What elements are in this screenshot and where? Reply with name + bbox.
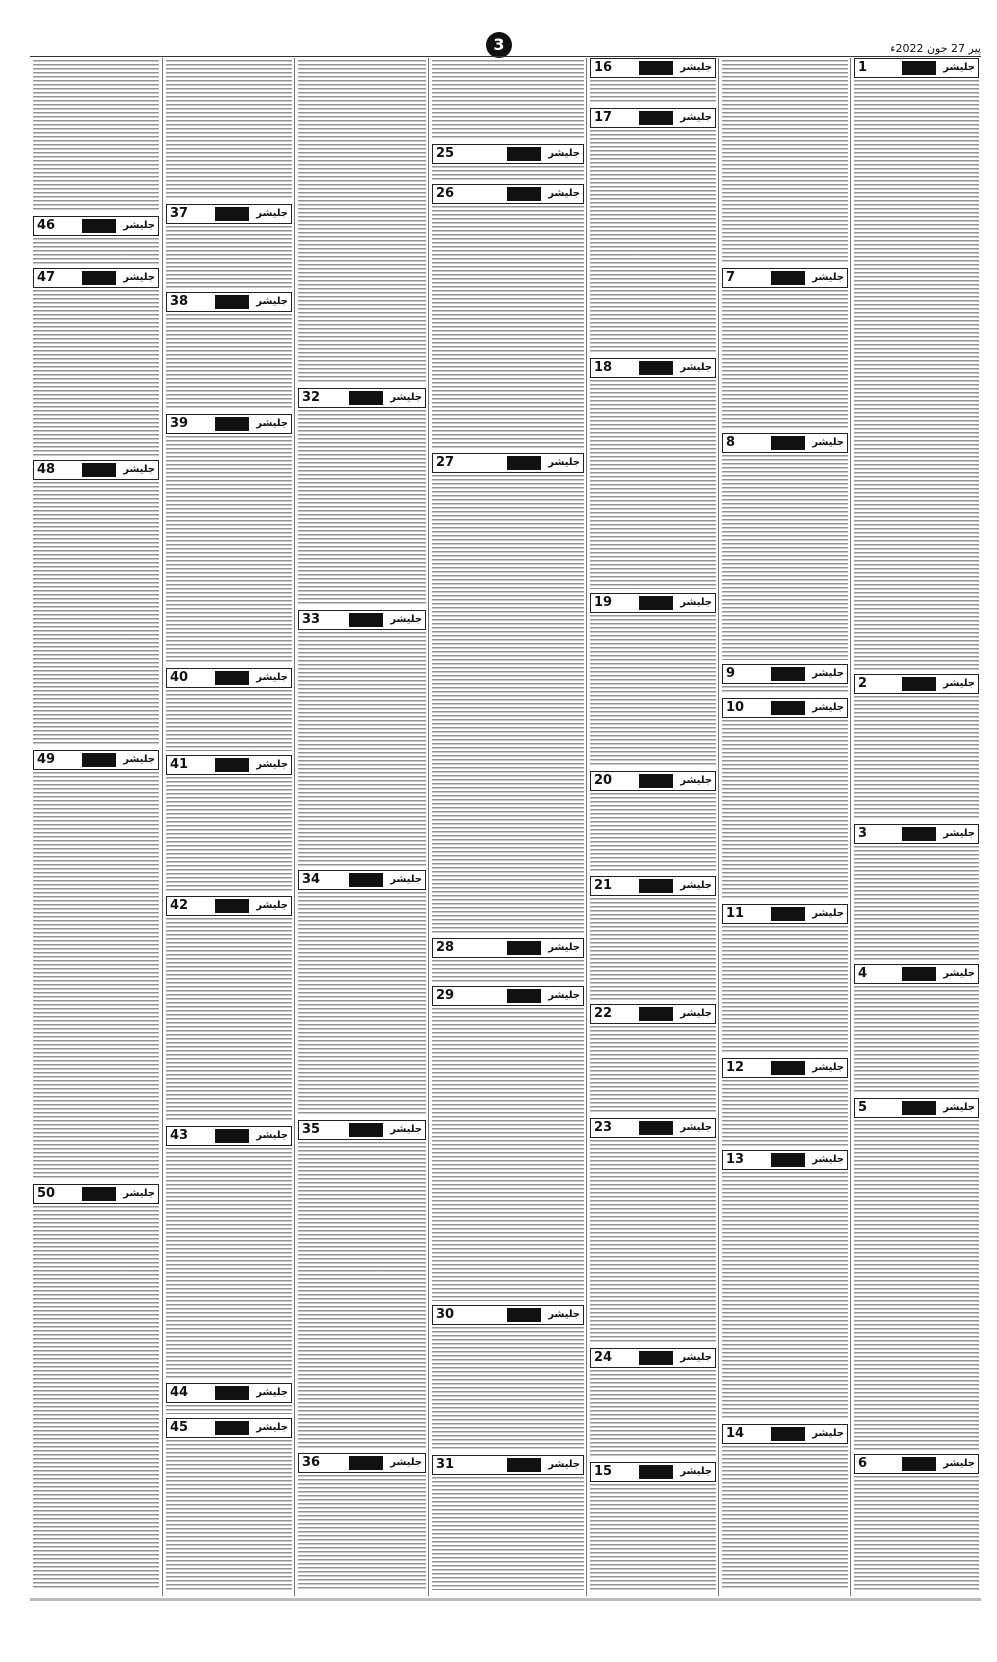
item-label: جلیشر	[548, 148, 580, 159]
item-label: جلیشر	[548, 1309, 580, 1320]
item-number: 22	[594, 1006, 613, 1021]
item-label: جلیشر	[123, 220, 155, 231]
item-label: جلیشر	[680, 1008, 712, 1019]
article-text	[298, 632, 426, 866]
article-text	[590, 130, 716, 354]
article-text	[590, 380, 716, 589]
item-number: 3	[858, 826, 868, 841]
item-tag	[298, 610, 426, 630]
item-number: 2	[858, 676, 868, 691]
item-tag	[590, 876, 716, 896]
redacted-block	[639, 111, 673, 125]
item-tag	[432, 453, 584, 473]
redacted-block	[507, 456, 541, 470]
item-label: جلیشر	[680, 62, 712, 73]
item-tag	[33, 1184, 159, 1204]
redacted-block	[82, 753, 116, 767]
item-number: 9	[726, 666, 736, 681]
article-text	[590, 793, 716, 872]
redacted-block	[507, 1308, 541, 1322]
article-text	[432, 475, 584, 934]
item-number: 41	[170, 757, 189, 772]
item-label: جلیشر	[390, 1457, 422, 1468]
item-tag	[854, 674, 979, 694]
item-number: 33	[302, 612, 321, 627]
item-number: 17	[594, 110, 613, 125]
item-number: 28	[436, 940, 455, 955]
redacted-block	[639, 61, 673, 75]
item-label: جلیشر	[548, 990, 580, 1001]
item-number: 8	[726, 435, 736, 450]
redacted-block	[902, 677, 936, 691]
article-text	[722, 455, 848, 660]
item-number: 50	[37, 1186, 56, 1201]
item-tag	[166, 1418, 292, 1438]
item-number: 14	[726, 1426, 745, 1441]
item-label: جلیشر	[680, 362, 712, 373]
article-text	[298, 1475, 426, 1590]
item-label: جلیشر	[123, 754, 155, 765]
redacted-block	[902, 1101, 936, 1115]
item-tag	[166, 1126, 292, 1146]
redacted-block	[639, 1351, 673, 1365]
item-label: جلیشر	[812, 1154, 844, 1165]
item-tag	[166, 668, 292, 688]
redacted-block	[215, 1129, 249, 1143]
redacted-block	[507, 989, 541, 1003]
item-label: جلیشر	[680, 597, 712, 608]
item-label: جلیشر	[256, 1130, 288, 1141]
redacted-block	[771, 907, 805, 921]
item-tag	[33, 268, 159, 288]
item-label: جلیشر	[812, 1062, 844, 1073]
item-tag	[854, 58, 979, 78]
redacted-block	[507, 187, 541, 201]
item-number: 44	[170, 1385, 189, 1400]
item-tag	[590, 1462, 716, 1482]
item-number: 20	[594, 773, 613, 788]
item-number: 26	[436, 186, 455, 201]
item-number: 4	[858, 966, 868, 981]
redacted-block	[639, 1465, 673, 1479]
redacted-block	[771, 436, 805, 450]
redacted-block	[215, 1421, 249, 1435]
news-column	[30, 58, 162, 1596]
redacted-block	[349, 391, 383, 405]
article-text	[166, 314, 292, 410]
article-text	[432, 166, 584, 180]
item-tag	[432, 184, 584, 204]
item-label: جلیشر	[943, 678, 975, 689]
item-tag	[854, 1454, 979, 1474]
item-tag	[432, 938, 584, 958]
item-tag	[166, 896, 292, 916]
article-text	[590, 80, 716, 104]
item-label: جلیشر	[812, 702, 844, 713]
item-number: 1	[858, 60, 868, 75]
item-tag	[298, 1453, 426, 1473]
item-tag	[33, 216, 159, 236]
article-text	[722, 1172, 848, 1420]
redacted-block	[902, 61, 936, 75]
article-text	[722, 720, 848, 900]
redacted-block	[771, 1427, 805, 1441]
item-tag	[432, 1455, 584, 1475]
article-text	[722, 926, 848, 1054]
redacted-block	[215, 671, 249, 685]
item-number: 29	[436, 988, 455, 1003]
redacted-block	[771, 1153, 805, 1167]
redacted-block	[82, 463, 116, 477]
item-number: 24	[594, 1350, 613, 1365]
redacted-block	[639, 774, 673, 788]
article-text	[166, 226, 292, 288]
item-number: 11	[726, 906, 745, 921]
article-text	[432, 60, 584, 140]
article-text	[854, 1476, 979, 1590]
item-tag	[166, 1383, 292, 1403]
item-number: 37	[170, 206, 189, 221]
redacted-block	[507, 941, 541, 955]
redacted-block	[215, 295, 249, 309]
article-text	[854, 986, 979, 1094]
columns-area	[30, 58, 981, 1596]
item-label: جلیشر	[548, 1459, 580, 1470]
item-tag	[722, 664, 848, 684]
redacted-block	[507, 1458, 541, 1472]
item-label: جلیشر	[943, 1458, 975, 1469]
article-text	[722, 1080, 848, 1146]
item-number: 43	[170, 1128, 189, 1143]
article-text	[432, 1477, 584, 1590]
article-text	[854, 1120, 979, 1450]
item-tag	[590, 593, 716, 613]
article-text	[166, 1148, 292, 1379]
item-label: جلیشر	[256, 418, 288, 429]
article-text	[33, 60, 159, 212]
item-label: جلیشر	[256, 296, 288, 307]
item-number: 38	[170, 294, 189, 309]
redacted-block	[639, 1121, 673, 1135]
item-tag	[722, 1424, 848, 1444]
item-number: 30	[436, 1307, 455, 1322]
item-number: 10	[726, 700, 745, 715]
redacted-block	[639, 361, 673, 375]
item-label: جلیشر	[680, 775, 712, 786]
item-label: جلیشر	[943, 968, 975, 979]
item-label: جلیشر	[943, 828, 975, 839]
item-tag	[432, 144, 584, 164]
redacted-block	[902, 1457, 936, 1471]
redacted-block	[507, 147, 541, 161]
item-number: 40	[170, 670, 189, 685]
item-tag	[33, 750, 159, 770]
item-label: جلیشر	[943, 62, 975, 73]
redacted-block	[215, 758, 249, 772]
item-number: 27	[436, 455, 455, 470]
item-tag	[590, 58, 716, 78]
item-tag	[722, 698, 848, 718]
article-text	[722, 290, 848, 429]
item-label: جلیشر	[680, 1122, 712, 1133]
redacted-block	[349, 873, 383, 887]
item-label: جلیشر	[680, 1466, 712, 1477]
article-text	[166, 60, 292, 200]
item-number: 46	[37, 218, 56, 233]
item-label: جلیشر	[812, 1428, 844, 1439]
article-text	[166, 436, 292, 664]
item-label: جلیشر	[390, 874, 422, 885]
item-label: جلیشر	[123, 1188, 155, 1199]
item-label: جلیشر	[548, 457, 580, 468]
item-label: جلیشر	[680, 880, 712, 891]
redacted-block	[82, 219, 116, 233]
redacted-block	[771, 701, 805, 715]
bottom-rule	[30, 1598, 981, 1601]
redacted-block	[215, 899, 249, 913]
item-number: 31	[436, 1457, 455, 1472]
item-label: جلیشر	[812, 437, 844, 448]
article-text	[298, 1142, 426, 1449]
item-number: 35	[302, 1122, 321, 1137]
redacted-block	[639, 1007, 673, 1021]
item-label: جلیشر	[943, 1102, 975, 1113]
article-text	[854, 846, 979, 960]
item-label: جلیشر	[680, 1352, 712, 1363]
item-number: 6	[858, 1456, 868, 1471]
article-text	[590, 1026, 716, 1114]
redacted-block	[215, 1386, 249, 1400]
news-column	[718, 58, 851, 1596]
article-text	[590, 615, 716, 767]
article-text	[432, 1008, 584, 1301]
item-number: 15	[594, 1464, 613, 1479]
article-text	[33, 238, 159, 264]
redacted-block	[771, 1061, 805, 1075]
article-text	[722, 60, 848, 264]
item-label: جلیشر	[256, 900, 288, 911]
article-text	[590, 1484, 716, 1590]
item-number: 13	[726, 1152, 745, 1167]
item-tag	[166, 204, 292, 224]
item-number: 7	[726, 270, 736, 285]
item-label: جلیشر	[812, 908, 844, 919]
item-label: جلیشر	[548, 188, 580, 199]
item-tag	[722, 1058, 848, 1078]
redacted-block	[215, 417, 249, 431]
article-text	[33, 290, 159, 456]
item-tag	[298, 870, 426, 890]
item-tag	[854, 964, 979, 984]
item-label: جلیشر	[548, 942, 580, 953]
item-number: 42	[170, 898, 189, 913]
redacted-block	[215, 207, 249, 221]
item-tag	[298, 388, 426, 408]
item-number: 34	[302, 872, 321, 887]
item-number: 18	[594, 360, 613, 375]
item-tag	[166, 414, 292, 434]
item-tag	[590, 771, 716, 791]
redacted-block	[349, 1123, 383, 1137]
item-tag	[432, 986, 584, 1006]
issue-date: پیر 27 جون 2022ء	[890, 42, 981, 55]
item-tag	[854, 824, 979, 844]
article-text	[33, 1206, 159, 1590]
item-label: جلیشر	[123, 464, 155, 475]
item-label: جلیشر	[812, 272, 844, 283]
item-label: جلیشر	[256, 1387, 288, 1398]
redacted-block	[82, 271, 116, 285]
item-tag	[590, 1118, 716, 1138]
redacted-block	[902, 827, 936, 841]
item-number: 16	[594, 60, 613, 75]
redacted-block	[349, 613, 383, 627]
article-text	[590, 898, 716, 1000]
article-text	[298, 60, 426, 384]
article-text	[432, 960, 584, 982]
item-label: جلیشر	[390, 392, 422, 403]
item-label: جلیشر	[390, 614, 422, 625]
item-tag	[166, 755, 292, 775]
article-text	[166, 1405, 292, 1414]
item-number: 49	[37, 752, 56, 767]
news-column	[428, 58, 587, 1596]
item-label: جلیشر	[256, 1422, 288, 1433]
article-text	[166, 777, 292, 892]
article-text	[722, 686, 848, 694]
item-tag	[590, 358, 716, 378]
item-number: 5	[858, 1100, 868, 1115]
article-text	[166, 918, 292, 1122]
article-text	[166, 1440, 292, 1590]
item-label: جلیشر	[256, 208, 288, 219]
item-number: 12	[726, 1060, 745, 1075]
article-text	[432, 206, 584, 449]
article-text	[166, 690, 292, 751]
article-text	[722, 1446, 848, 1590]
article-text	[854, 696, 979, 820]
article-text	[298, 410, 426, 606]
item-number: 47	[37, 270, 56, 285]
item-number: 32	[302, 390, 321, 405]
item-tag	[298, 1120, 426, 1140]
item-tag	[722, 433, 848, 453]
article-text	[590, 1140, 716, 1344]
item-number: 45	[170, 1420, 189, 1435]
redacted-block	[82, 1187, 116, 1201]
item-tag	[166, 292, 292, 312]
redacted-block	[349, 1456, 383, 1470]
article-text	[298, 892, 426, 1116]
item-tag	[722, 268, 848, 288]
item-number: 36	[302, 1455, 321, 1470]
item-number: 21	[594, 878, 613, 893]
item-tag	[722, 1150, 848, 1170]
item-tag	[590, 108, 716, 128]
news-column	[586, 58, 719, 1596]
redacted-block	[902, 967, 936, 981]
item-tag	[33, 460, 159, 480]
redacted-block	[639, 596, 673, 610]
item-tag	[854, 1098, 979, 1118]
item-tag	[722, 904, 848, 924]
item-number: 19	[594, 595, 613, 610]
item-label: جلیشر	[256, 759, 288, 770]
item-number: 23	[594, 1120, 613, 1135]
item-tag	[432, 1305, 584, 1325]
item-label: جلیشر	[680, 112, 712, 123]
redacted-block	[771, 271, 805, 285]
item-tag	[590, 1004, 716, 1024]
item-label: جلیشر	[123, 272, 155, 283]
page-number: 3	[486, 32, 512, 58]
item-number: 39	[170, 416, 189, 431]
article-text	[432, 1327, 584, 1451]
news-column	[162, 58, 295, 1596]
item-number: 48	[37, 462, 56, 477]
redacted-block	[771, 667, 805, 681]
article-text	[33, 482, 159, 746]
redacted-block	[639, 879, 673, 893]
item-label: جلیشر	[812, 668, 844, 679]
news-column	[850, 58, 982, 1596]
top-rule	[30, 56, 981, 57]
news-column	[294, 58, 429, 1596]
item-label: جلیشر	[256, 672, 288, 683]
article-text	[854, 80, 979, 670]
item-label: جلیشر	[390, 1124, 422, 1135]
article-text	[33, 772, 159, 1180]
item-number: 25	[436, 146, 455, 161]
item-tag	[590, 1348, 716, 1368]
article-text	[590, 1370, 716, 1458]
